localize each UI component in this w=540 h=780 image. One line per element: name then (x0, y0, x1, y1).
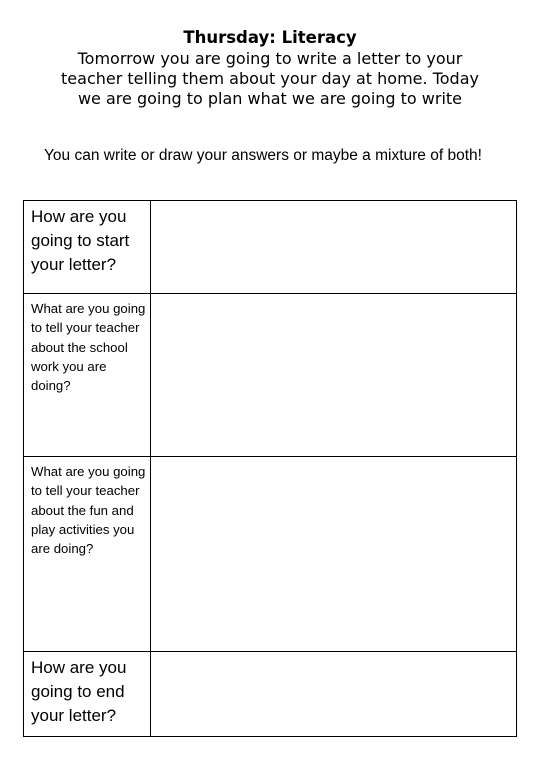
intro-line: Tomorrow you are going to write a letter to your (77, 49, 463, 68)
intro-line: teacher telling them about your day at home. Today (61, 69, 479, 88)
question-cell-end (24, 652, 151, 737)
question-cell-start (24, 201, 151, 294)
instruction-note: You can write or draw your answers or maybe a mixture of both! (44, 147, 482, 164)
answer-box-end[interactable] (151, 652, 517, 737)
question-cell-school-work (24, 294, 151, 457)
answer-box-fun-activities[interactable] (151, 457, 517, 652)
question-text: What are you going to tell your teacher about the school work you are doing? (31, 301, 146, 394)
intro-text (40, 49, 500, 109)
question-text: How are you going to end your letter? (31, 658, 127, 725)
answer-box-start[interactable] (151, 201, 517, 294)
page-title: Thursday: Literacy (183, 28, 357, 47)
question-cell-fun-activities (24, 457, 151, 652)
question-text: What are you going to tell your teacher about the fun and play activities you are doing? (31, 464, 146, 557)
intro-line: we are going to plan what we are going to write (77, 89, 463, 108)
answer-box-school-work[interactable] (151, 294, 517, 457)
table-row (24, 457, 517, 652)
table-row (24, 201, 517, 294)
planning-table (23, 200, 517, 737)
table-row (24, 294, 517, 457)
table-row (24, 652, 517, 737)
question-text: How are you going to start your letter? (31, 207, 130, 274)
